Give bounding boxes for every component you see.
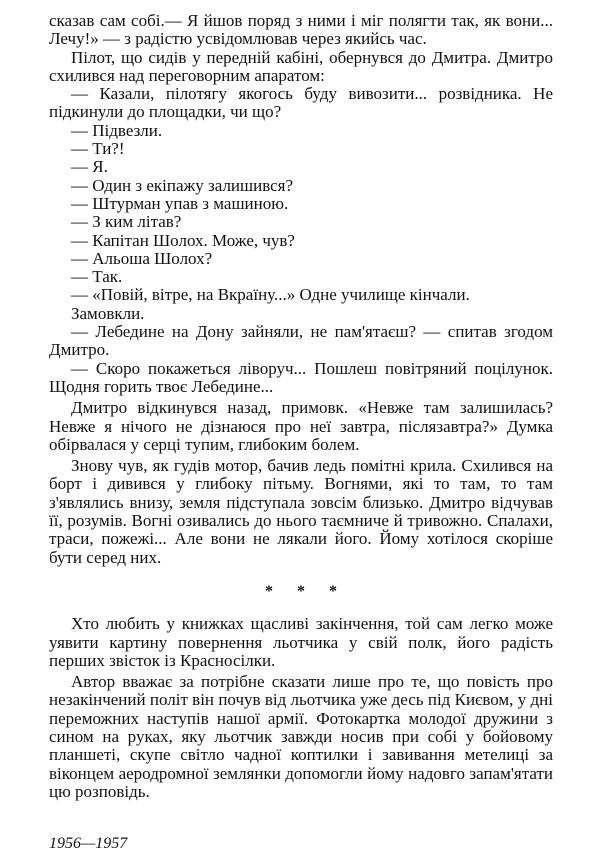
paragraph: Хто любить у книжках щасливі закінчення, той сам легко може уявити картину повернення льотчика у свій полк, його радість перших звісток із Красносілки.: [49, 614, 553, 670]
dialogue-line: — Підвезли.: [71, 120, 163, 140]
dialogue-line: — З ким літав?: [71, 212, 182, 232]
dialogue-line: — Альоша Шолох?: [71, 248, 213, 268]
dialogue-line: — Казали, пілотягу якогось буду вивозити... розвідника. Не підкинули до площадки, чи що?: [49, 84, 553, 122]
paragraph: Пілот, що сидів у передній кабіні, обернувся до Дмитра. Дмитро схилився над переговорним апаратом:: [49, 47, 553, 85]
dialogue-line: — Скоро покажеться ліворуч... Пошлеш повітряний поцілунок. Щодня горить твоє Лебедине...: [49, 358, 553, 396]
dialogue-line: — Лебедине на Дону зайняли, не пам'ятаєш? — спитав згодом Дмитро.: [49, 322, 553, 360]
dialogue-line: — Капітан Шолох. Може, чув?: [71, 230, 295, 250]
section-separator: * * *: [265, 582, 347, 600]
paragraph: Автор вважає за потрібне сказати лише про те, що повість про незакінчений політ він почув від льотчика уже десь під Києвом, у дні переможних наступів нашої армії. Фотокартка молодої дружини з сином на руках, яку льотчик завжди носив при собі у бойовому планшеті, скупе світло чадної коптилки і завивання метелиці за віконцем аеродромної землянки допомогли йому надовго запам'ятати цю розповідь.: [49, 672, 553, 801]
book-page: [49, 12, 553, 853]
date-line: 1956—1957: [49, 835, 128, 853]
dialogue-line: — Штурман упав з машиною.: [71, 193, 289, 213]
dialogue-line: — «Повій, вітре, на Вкраїну...» Одне училище кінчали.: [71, 285, 470, 305]
dialogue-line: — Ти?!: [71, 139, 125, 159]
paragraph: Дмитро відкинувся назад, примовк. «Невже там залишилась? Невже я нічого не дізнаюся про неї завтра, післязавтра?» Думка обірвалася у серці тупим, глибоким болем.: [49, 398, 553, 454]
paragraph: сказав сам собі.— Я йшов поряд з ними і міг полягти так, як вони... Лечу!» — з радістю усвідомлював через якийсь час.: [49, 11, 553, 49]
paragraph: Замовкли.: [71, 303, 145, 323]
dialogue-line: — Один з екіпажу залишився?: [71, 175, 294, 195]
dialogue-line: — Так.: [71, 267, 123, 287]
paragraph: Знову чув, як гудів мотор, бачив ледь помітні крила. Схилився на борт і дивився у глибоку пітьму. Вогнями, які то там, то там з'являлись внизу, земля підступала зовсім близько. Дмитро відчував її, розумів. Вогні озивались до нього таємниче й тривожно. Спалахи, траси, пожежі... Але вони не лякали його. Йому хотілося скоріше бути серед них.: [49, 456, 553, 567]
dialogue-line: — Я.: [71, 157, 108, 177]
